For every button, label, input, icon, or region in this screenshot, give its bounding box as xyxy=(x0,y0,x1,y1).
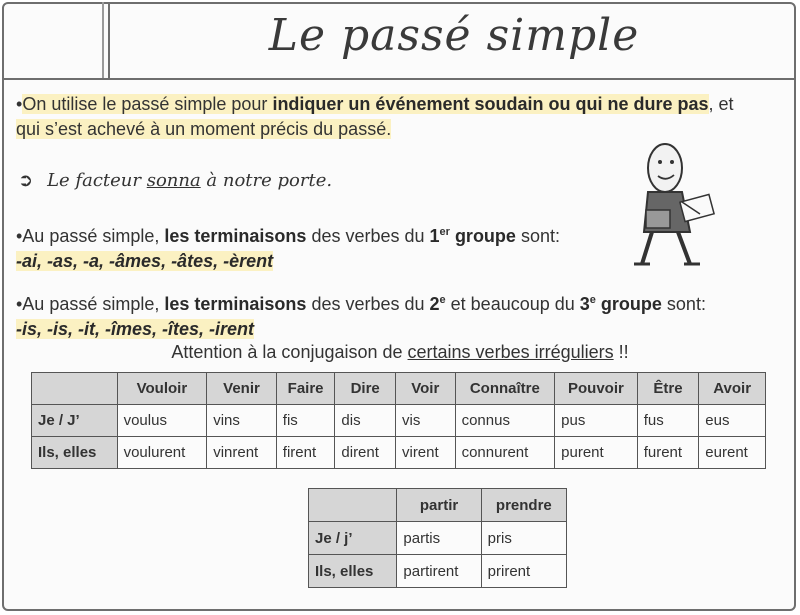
table-cell: connus xyxy=(455,405,555,437)
group23-text4: sont: xyxy=(661,294,706,314)
usage-text-end: , et xyxy=(708,94,734,114)
group23-text3: et beaucoup du xyxy=(445,294,580,314)
table-cell: purent xyxy=(555,437,638,469)
usage-bold: indiquer un événement soudain ou qui ne dure pas xyxy=(272,94,709,114)
attention-text: Attention à la conjugaison de xyxy=(171,342,408,362)
mailman-illustration-icon xyxy=(620,140,730,268)
table-cell: pus xyxy=(555,405,638,437)
attention-line xyxy=(0,342,800,363)
group23-paragraph xyxy=(16,288,786,342)
table-header-row xyxy=(32,373,766,405)
header-cell: Venir xyxy=(207,373,277,405)
header-cell: partir xyxy=(397,489,481,522)
group1-sup: er xyxy=(439,226,450,238)
header-cell: Être xyxy=(637,373,699,405)
table-cell: dis xyxy=(335,405,396,437)
table-cell: eus xyxy=(699,405,766,437)
row-header-cell: Je / j’ xyxy=(309,522,397,555)
table-cell: voulurent xyxy=(117,437,207,469)
table-cell: eurent xyxy=(699,437,766,469)
table-cell: virent xyxy=(395,437,455,469)
example-verb: sonna xyxy=(146,170,201,191)
row-header-cell: Je / J’ xyxy=(32,405,118,437)
bullet: • xyxy=(16,94,23,114)
usage-line2: qui s’est achevé à un moment précis du passé. xyxy=(16,119,392,139)
group23-sup3: e xyxy=(589,294,596,306)
group1-bold-terminaisons: les terminaisons xyxy=(164,226,307,246)
page-title: Le passé simple xyxy=(268,10,640,61)
table-header-row xyxy=(309,489,567,522)
table-cell: furent xyxy=(637,437,699,469)
group23-sup2: e xyxy=(439,294,446,306)
table-cell: dirent xyxy=(335,437,396,469)
group1-endings: -ai, -as, -a, -âmes, -âtes, -èrent xyxy=(16,251,274,271)
group1-number: 1 xyxy=(429,226,440,246)
header-cell: Dire xyxy=(335,373,396,405)
arrow-icon: ➲ xyxy=(18,170,34,191)
table-cell: firent xyxy=(276,437,335,469)
table-cell: partirent xyxy=(397,555,481,588)
header-cell: prendre xyxy=(481,489,566,522)
group1-paragraph xyxy=(16,220,616,274)
partir-prendre-table xyxy=(308,488,567,588)
group23-number3: 3 xyxy=(579,294,590,314)
table-row xyxy=(32,405,766,437)
group1-text3: sont: xyxy=(515,226,560,246)
group1-text: •Au passé simple, xyxy=(16,226,165,246)
header-cell: Avoir xyxy=(699,373,766,405)
usage-paragraph xyxy=(16,92,786,142)
header-cell: Voir xyxy=(395,373,455,405)
header-cell: Pouvoir xyxy=(555,373,638,405)
table-cell: prirent xyxy=(481,555,566,588)
title-bar xyxy=(2,2,796,80)
group23-text2: des verbes du xyxy=(306,294,430,314)
example-before: Le facteur xyxy=(47,170,147,191)
group23-bold-terminaisons: les terminaisons xyxy=(164,294,307,314)
table-cell: voulus xyxy=(117,405,207,437)
usage-text: On utilise le passé simple pour xyxy=(22,94,273,114)
table-cell: fis xyxy=(276,405,335,437)
table-cell: vins xyxy=(207,405,277,437)
table-row xyxy=(32,437,766,469)
title-margin-box xyxy=(2,2,110,78)
example-after: à notre porte. xyxy=(200,170,333,191)
group23-bold-groupe: groupe xyxy=(595,294,662,314)
table-row xyxy=(309,555,567,588)
header-cell xyxy=(309,489,397,522)
row-header-cell: Ils, elles xyxy=(32,437,118,469)
attention-end: !! xyxy=(613,342,629,362)
header-cell: Vouloir xyxy=(117,373,207,405)
group1-text2: des verbes du xyxy=(306,226,430,246)
group23-endings: -is, -is, -it, -îmes, -îtes, -irent xyxy=(16,319,255,339)
table-cell: partis xyxy=(397,522,481,555)
header-cell xyxy=(32,373,118,405)
irregular-verbs-table xyxy=(31,372,766,469)
irregular-verbs-underlined: certains verbes irréguliers xyxy=(407,342,614,362)
table-row xyxy=(309,522,567,555)
header-cell: Connaître xyxy=(455,373,555,405)
row-header-cell: Ils, elles xyxy=(309,555,397,588)
example-sentence xyxy=(18,170,332,191)
table-cell: connurent xyxy=(455,437,555,469)
table-cell: pris xyxy=(481,522,566,555)
header-cell: Faire xyxy=(276,373,335,405)
group23-number2: 2 xyxy=(429,294,440,314)
table-cell: vis xyxy=(395,405,455,437)
table-cell: vinrent xyxy=(207,437,277,469)
group23-text: •Au passé simple, xyxy=(16,294,165,314)
table-cell: fus xyxy=(637,405,699,437)
group1-bold-groupe: groupe xyxy=(449,226,516,246)
